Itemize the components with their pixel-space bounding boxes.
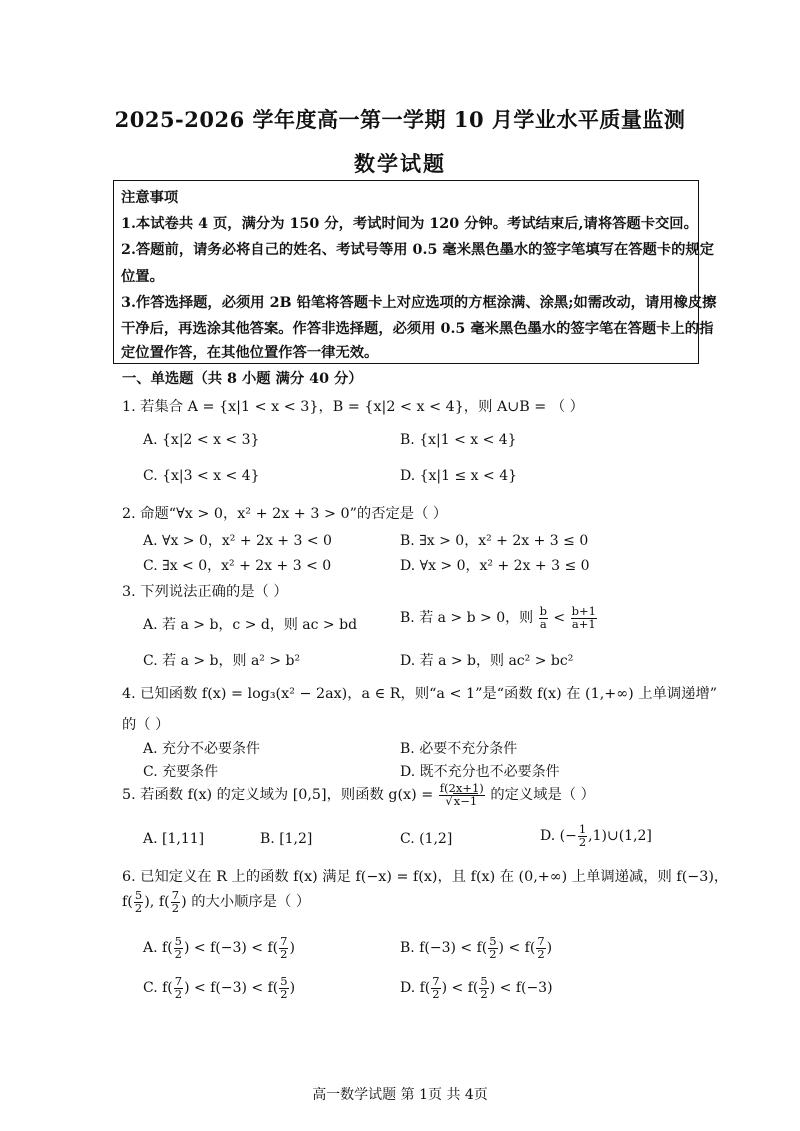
fraction: $\frac{5}{2}$ — [480, 974, 488, 1001]
fraction: $\frac{5}{2}$ — [489, 934, 497, 961]
section-title: 一、单选题（共 8 小题 满分 40 分） — [122, 371, 363, 387]
question-5-option-a: A. [1,11] — [143, 831, 205, 847]
question-6-option-b: B. f(−3) < f( $\frac{5}{2}$ ) < f( $\frac{7}{2}$ ) — [400, 934, 553, 961]
question-3-option-b: B. 若 a > b > 0，则 $\frac{b}{a}$ < $\frac{b+1}{a+1}$ — [400, 604, 596, 631]
question-6-stem-line-1: 6. 已知定义在 R 上的函数 f(x) 满足 f(−x) = f(x)，且 f(x) 在 (0,+∞) 上单调递减，则 f(−3)， — [122, 869, 729, 885]
question-5-option-b: B. [1,2] — [260, 831, 313, 847]
fraction: $\frac{7}{2}$ — [537, 934, 545, 961]
question-4-option-b: B. 必要不充分条件 — [400, 741, 518, 757]
question-4-option-a: A. 充分不必要条件 — [143, 741, 261, 757]
question-4-option-c: C. 充要条件 — [143, 764, 219, 780]
question-5-stem: 5. 若函数 f(x) 的定义域为 [0,5]，则函数 g(x) = $\frac{f(2x+1)}{√x-1}$ 的定义域是（ ） — [122, 781, 595, 808]
notice-line-2b: 位置。 — [121, 269, 164, 285]
question-3-option-b-text: B. 若 a > b > 0，则 — [400, 610, 534, 626]
question-1-option-a: A. {x|2 < x < 3} — [143, 432, 260, 448]
notice-line-3b: 干净后，再选涂其他答案。作答非选择题，必须用 0.5 毫米黑色墨水的签字笔在答题卡上的指 — [121, 321, 714, 337]
notice-line-1: 1.本试卷共 4 页，满分为 150 分，考试时间为 120 分钟。考试结束后,请将答题卡交回。 — [121, 216, 698, 232]
fraction: $\frac{7}{2}$ — [432, 974, 440, 1001]
question-6-option-d: D. f( $\frac{7}{2}$ ) < f( $\frac{5}{2}$ ) < f(−3) — [400, 974, 553, 1001]
question-1-option-d: D. {x|1 ≤ x < 4} — [400, 468, 518, 484]
question-3-option-c: C. 若 a > b，则 a² > b² — [143, 653, 301, 669]
notice-line-3c: 定位置作答，在其他位置作答一律无效。 — [121, 345, 379, 361]
notice-line-2a: 2.答题前，请务必将自己的姓名、考试号等用 0.5 毫米黑色墨水的签字笔填写在答题卡的规定 — [121, 242, 715, 258]
question-4-stem-line-1: 4. 已知函数 f(x) = log₃(x² − 2ax)，a ∈ R，则“a < 1”是“函数 f(x) 在 (1,+∞) 上单调递增” — [122, 686, 718, 702]
question-6-stem-line-2: f( $\frac{5}{2}$ ), f( $\frac{7}{2}$ ) 的大小顺序是（ ） — [122, 888, 311, 915]
fraction: $\frac{b}{a}$ — [539, 604, 547, 631]
notice-box — [113, 180, 717, 364]
question-1-option-c: C. {x|3 < x < 4} — [143, 468, 260, 484]
notice-line-3a: 3.作答选择题，必须用 2B 铅笔将答题卡上对应选项的方框涂满、涂黑;如需改动，请用橡皮擦 — [121, 295, 717, 311]
fraction: $\frac{5}{2}$ — [280, 974, 288, 1001]
question-1-stem: 1. 若集合 A = {x|1 < x < 3}，B = {x|2 < x < 4}，则 A∪B = （ ） — [122, 399, 584, 415]
question-2-option-a: A. ∀x > 0，x² + 2x + 3 < 0 — [143, 533, 332, 549]
fraction: $\frac{7}{2}$ — [174, 974, 183, 1001]
fraction: $\frac{f(2x+1)}{√x-1}$ — [439, 781, 484, 808]
question-6-option-c: C. f( $\frac{7}{2}$ ) < f(−3) < f( $\frac{5}{2}$ ) — [143, 974, 296, 1001]
question-2-stem: 2. 命题“∀x > 0，x² + 2x + 3 > 0”的否定是（ ） — [122, 506, 448, 522]
question-5-option-d: D. (− $\frac{1}{2}$ ,1)∪(1,2] — [540, 822, 652, 849]
question-4-option-d: D. 既不充分也不必要条件 — [400, 764, 560, 780]
fraction: $\frac{1}{2}$ — [578, 822, 587, 849]
question-3-stem: 3. 下列说法正确的是（ ） — [122, 584, 288, 600]
fraction: $\frac{5}{2}$ — [134, 888, 143, 915]
exam-subtitle: 数学试题 — [354, 151, 446, 176]
question-1-option-b: B. {x|1 < x < 4} — [400, 432, 517, 448]
question-2-option-b: B. ∃x > 0，x² + 2x + 3 ≤ 0 — [400, 533, 589, 549]
page-footer: 高一数学试题 第 1页 共 4页 — [312, 1087, 488, 1103]
question-3-option-a: A. 若 a > b，c > d，则 ac > bd — [143, 617, 358, 633]
notice-heading: 注意事项 — [121, 190, 179, 206]
question-6-option-a: A. f( $\frac{5}{2}$ ) < f(−3) < f( $\frac{7}{2}$ ) — [143, 934, 295, 961]
fraction: $\frac{7}{2}$ — [171, 888, 180, 915]
fraction: $\frac{7}{2}$ — [280, 934, 288, 961]
question-2-option-c: C. ∃x < 0，x² + 2x + 3 < 0 — [143, 558, 332, 574]
question-3-option-d: D. 若 a > b，则 ac² > bc² — [400, 653, 574, 669]
fraction: $\frac{5}{2}$ — [174, 934, 182, 961]
question-2-option-d: D. ∀x > 0，x² + 2x + 3 ≤ 0 — [400, 558, 590, 574]
exam-title: 2025-2026 学年度高一第一学期 10 月学业水平质量监测 — [114, 107, 686, 132]
fraction: $\frac{b+1}{a+1}$ — [571, 604, 596, 631]
question-5-option-c: C. (1,2] — [400, 831, 453, 847]
question-4-stem-line-2: 的（ ） — [122, 717, 170, 733]
